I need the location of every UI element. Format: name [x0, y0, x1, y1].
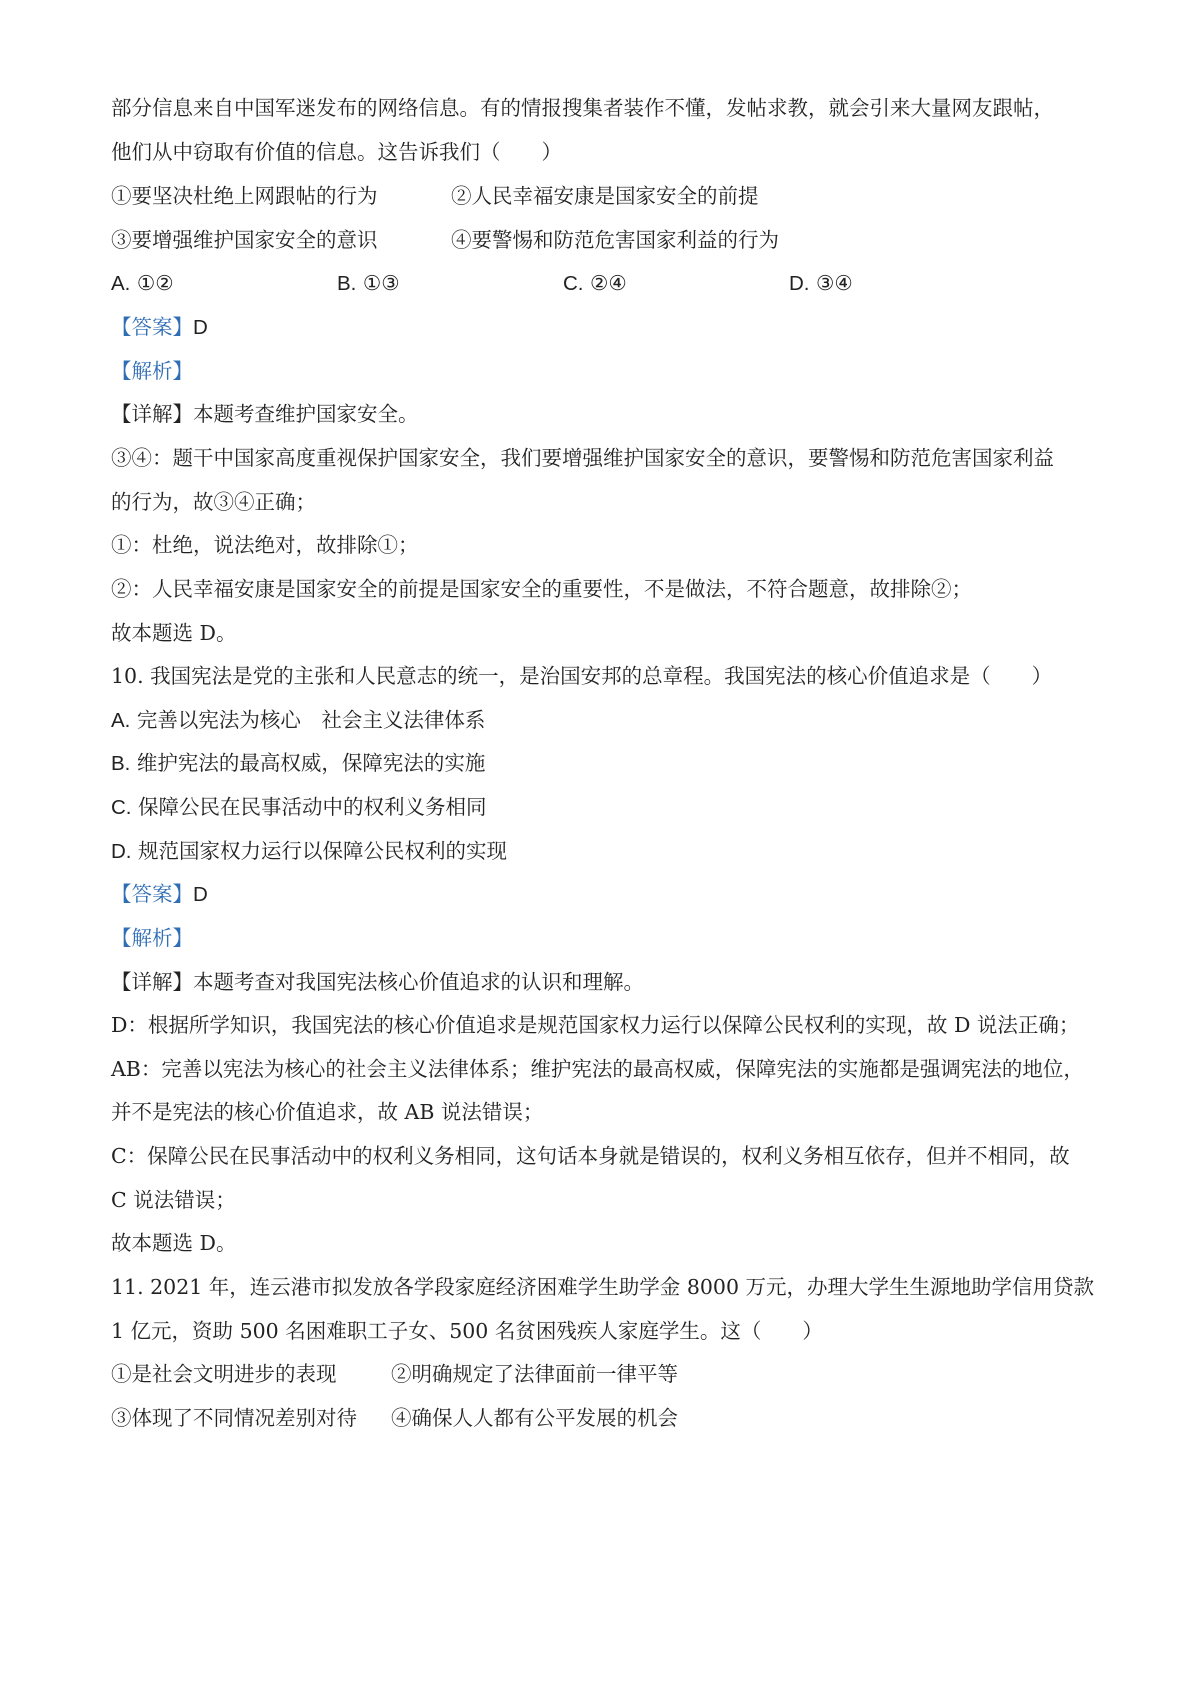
q9-answer [111, 314, 1095, 341]
q9-explanation-4: ②：人民幸福安康是国家安全的前提是国家安全的重要性，不是做法，不符合题意，故排除②； [111, 577, 972, 601]
analysis-tag: 【解析】 [111, 359, 193, 383]
q10-explanation-4: C：保障公民在民事活动中的权利义务相同，这句话本身就是错误的，权利义务相互依存，但并不相同，故 [111, 1144, 1070, 1168]
q10-explanation-3: 并不是宪法的核心价值追求，故 AB 说法错误； [111, 1100, 544, 1124]
q10-explanation-2: AB：完善以宪法为核心的社会主义法律体系；维护宪法的最高权威，保障宪法的实施都是强调宪法的地位， [111, 1057, 1084, 1081]
answer-value: D [193, 316, 208, 339]
q9-explanation-5: 故本题选 D。 [111, 621, 237, 645]
q11-stem-line2: 1 亿元，资助 500 名困难职工子女、500 名贫困残疾人家庭学生。这（ ） [111, 1319, 823, 1343]
q10-option-d: D. 规范国家权力运行以保障公民权利的实现 [111, 839, 508, 863]
q9-choice-a: A. ①② [111, 271, 174, 295]
q9-choice-b: B. ①③ [337, 271, 400, 295]
answer-tag: 【答案】 [111, 315, 193, 339]
q9-stem-line2: 他们从中窃取有价值的信息。这告诉我们（ ） [111, 140, 562, 164]
q10-option-b: B. 维护宪法的最高权威，保障宪法的实施 [111, 751, 486, 775]
q9-choice-d: D. ③④ [789, 271, 853, 295]
q9-statement-3: ③要增强维护国家安全的意识 [111, 228, 378, 252]
detail-tag: 【详解】 [111, 970, 193, 994]
q9-statement-1: ①要坚决杜绝上网跟帖的行为 [111, 184, 378, 208]
detail-tag: 【详解】 [111, 402, 193, 426]
q10-option-a: A. 完善以宪法为核心 社会主义法律体系 [111, 708, 486, 732]
q9-choice-c: C. ②④ [563, 271, 627, 295]
q9-analysis [111, 358, 1095, 384]
q11-statement-4: ④确保人人都有公平发展的机会 [391, 1406, 678, 1430]
q11-statement-3: ③体现了不同情况差别对待 [111, 1406, 357, 1430]
q10-answer [111, 881, 1095, 908]
q10-explanation-1: D：根据所学知识，我国宪法的核心价值追求是规范国家权力运行以保障公民权利的实现，故 D 说法正确； [111, 1013, 1080, 1037]
analysis-tag: 【解析】 [111, 926, 193, 950]
q9-explanation-2: 的行为，故③④正确； [111, 490, 316, 514]
q10-detail: 【详解】本题考查对我国宪法核心价值追求的认识和理解。 [111, 970, 644, 994]
q11-stem-line1: 11. 2021 年，连云港市拟发放各学段家庭经济困难学生助学金 8000 万元，办理大学生生源地助学信用贷款 [111, 1275, 1095, 1299]
q10-stem: 10. 我国宪法是党的主张和人民意志的统一，是治国安邦的总章程。我国宪法的核心价值追求是（ ） [111, 664, 1053, 688]
q9-stem-line1: 部分信息来自中国军迷发布的网络信息。有的情报搜集者装作不懂，发帖求教，就会引来大量网友跟帖， [111, 96, 1054, 120]
answer-value: D [193, 883, 208, 906]
answer-tag: 【答案】 [111, 882, 193, 906]
q10-explanation-6: 故本题选 D。 [111, 1231, 237, 1255]
q9-explanation-3: ①：杜绝，说法绝对，故排除①； [111, 533, 419, 557]
q10-option-c: C. 保障公民在民事活动中的权利义务相同 [111, 795, 487, 819]
q10-analysis [111, 925, 1095, 951]
q11-statement-1: ①是社会文明进步的表现 [111, 1362, 337, 1386]
q9-statement-4: ④要警惕和防范危害国家利益的行为 [451, 228, 779, 252]
q11-statement-2: ②明确规定了法律面前一律平等 [391, 1362, 678, 1386]
q9-detail: 【详解】本题考查维护国家安全。 [111, 402, 419, 426]
q9-explanation-1: ③④：题干中国家高度重视保护国家安全，我们要增强维护国家安全的意识，要警惕和防范危害国家利益 [111, 446, 1054, 470]
q10-explanation-5: C 说法错误； [111, 1188, 236, 1212]
q9-statement-2: ②人民幸福安康是国家安全的前提 [451, 184, 759, 208]
